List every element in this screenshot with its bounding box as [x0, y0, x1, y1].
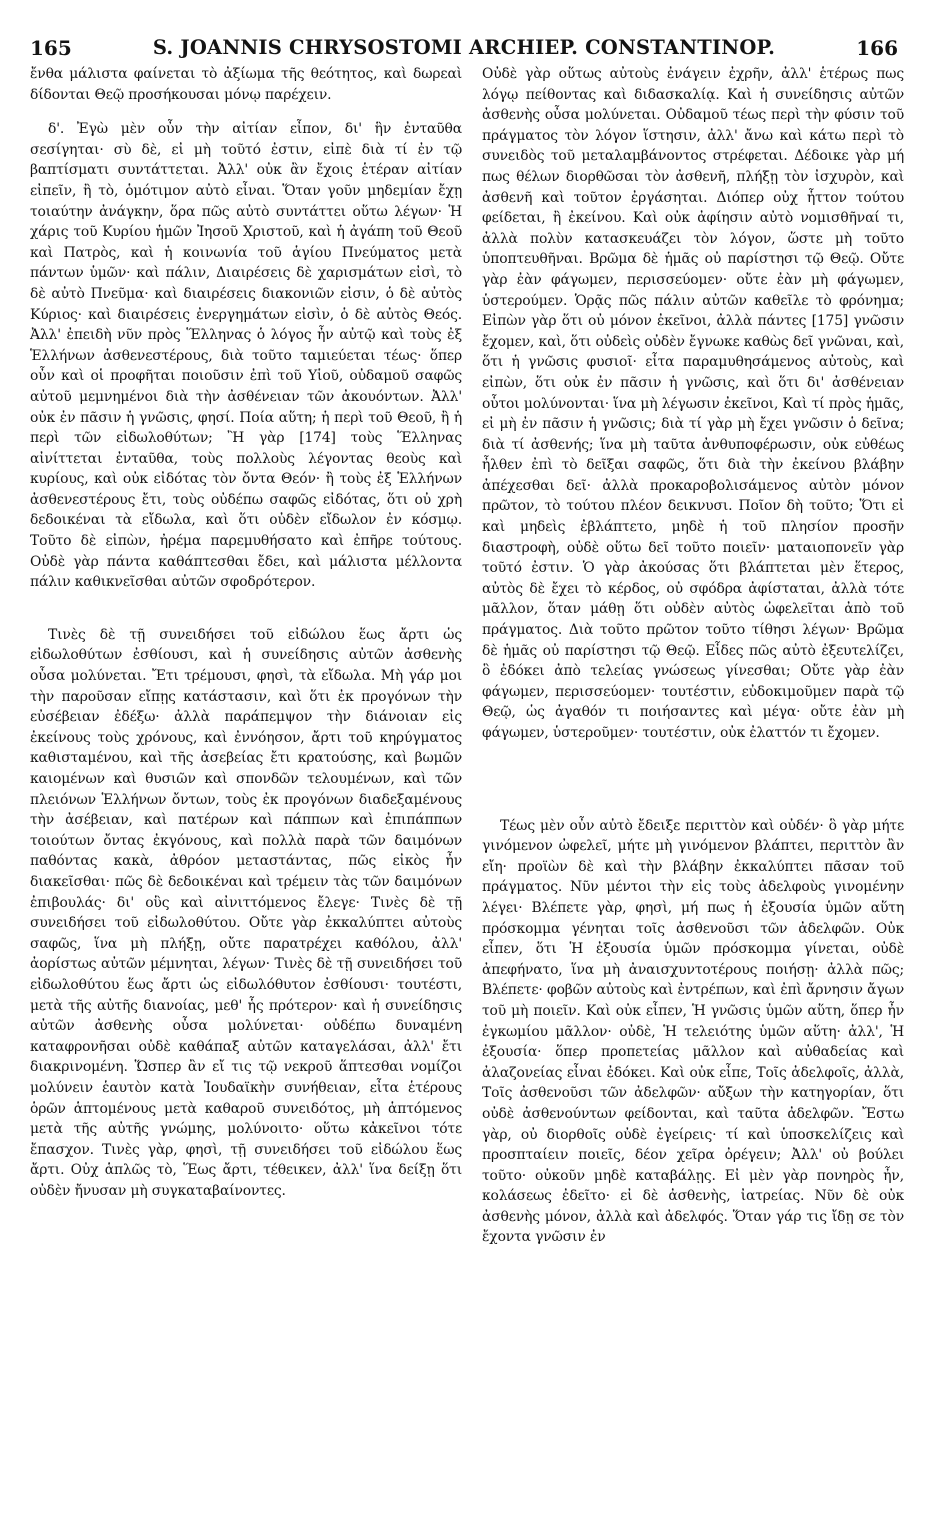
- paragraph: δ'. Ἐγὼ μὲν οὖν τὴν αἰτίαν εἶπον, δι' ἣν ἐνταῦθα σεσίγηται· σὺ δὲ, εἰ μὴ τοῦτό ἐστιν, εἰπὲ διὰ τί ἐν τῷ βαπτίσματι συντάττεται. Ἀλλ' οὐκ ἂν ἔχοις ἑτέραν αἰτίαν εἰπεῖν, ἢ τὸ, ὁμότιμον αὐτὸ εἶναι. Ὅταν γοῦν μηδεμίαν ἔχῃ τοιαύτην ἀνάγκην, ὅρα πῶς αὐτὸ συντάττει οὕτω λέγων· Ἡ χάρις τοῦ Κυρίου ἡμῶν Ἰησοῦ Χριστοῦ, καὶ ἡ ἀγάπη τοῦ Θεοῦ καὶ Πατρὸς, καὶ ἡ κοινωνία τοῦ ἁγίου Πνεύματος μετὰ πάντων ὑμῶν· καὶ πάλιν, Διαιρέσεις δὲ χαρισμάτων εἰσὶ, τὸ δὲ αὐτὸ Πνεῦμα· καὶ διαιρέσεις διακονιῶν εἰσιν, ὁ δὲ αὐτὸς Κύριος· καὶ διαιρέσεις ἐνεργημάτων εἰσὶν, ὁ δὲ αὐτὸς Θεός. Ἀλλ' ἐπειδὴ νῦν πρὸς Ἕλληνας ὁ λόγος ἦν αὐτῷ καὶ τοὺς ἐξ Ἑλλήνων ἀσθενεστέρους, διὰ τοῦτο ταμιεύεται τέως· ὅπερ οὖν καὶ οἱ προφῆται ποιοῦσιν ἐπὶ τοῦ Υἱοῦ, οὐδαμοῦ σαφῶς αὐτοῦ μεμνημένοι διὰ τὴν ἀσθένειαν τῶν ἀκουόντων. Ἀλλ' οὐκ ἐν πᾶσιν ἡ γνῶσις, φησί. Ποία αὕτη; ἡ περὶ τοῦ Θεοῦ, ἢ ἡ περὶ τῶν εἰδωλοθύτων; Ἢ γὰρ [174] τοὺς Ἕλληνας αἰνίττεται ἐνταῦθα, τοὺς πολλοὺς λέγοντας θεοὺς καὶ κυρίους, καὶ οὐκ εἰδότας τὸν ὄντα Θεόν· ἢ τοὺς ἐξ Ἑλλήνων ἀσθενεστέρους ἔτι, τοὺς οὐδέπω σαφῶς εἰδότας, ὅτι οὐ χρὴ δεδοικέναι τὰ εἴδωλα, καὶ ὅτι οὐδὲν εἴδωλον ἐν κόσμῳ. Τοῦτο δὲ εἰπὼν, ἠρέμα παρεμυθήσατο καὶ ἐπῆρε τούτους. Οὐδὲ γὰρ πάντα καθάπτεσθαι ἔδει, καὶ μάλιστα μέλλοντα πάλιν καθικνεῖσθαι αὐτῶν σφοδρότερον.: [30, 121, 462, 591]
- left-column: [30, 64, 462, 1201]
- paragraph: ἔνθα μάλιστα φαίνεται τὸ ἀξίωμα τῆς θεότητος, καὶ δωρεαὶ δίδονται Θεῷ προσήκουσαι μόνῳ παρέχειν.: [30, 66, 462, 103]
- paragraph: Τέως μὲν οὖν αὐτὸ ἔδειξε περιττὸν καὶ οὐδέν· ὃ γὰρ μήτε γινόμενον ὠφελεῖ, μήτε μὴ γινόμενον βλάπτει, περιττὸν ἂν εἴη· προϊὼν δὲ καὶ τὴν βλάβην ἐκκαλύπτει πᾶσαν τοῦ πράγματος. Νῦν μέντοι τὴν εἰς τοὺς ἀδελφοὺς γινομένην λέγει· Βλέπετε γὰρ, φησὶ, μή πως ἡ ἐξουσία ὑμῶν αὕτη πρόσκομμα γένηται τοῖς ἀσθενοῦσι τῶν ἀδελφῶν. Οὐκ εἶπεν, ὅτι Ἡ ἐξουσία ὑμῶν πρόσκομμα γίνεται, οὐδὲ ἀπεφήνατο, ἵνα μὴ ἀναισχυντοτέρους ποιήσῃ· ἀλλὰ πῶς; Βλέπετε· φοβῶν αὐτοὺς καὶ ἐντρέπων, καὶ ἐπὶ ἄρνησιν ἄγων τοῦ μὴ ποιεῖν. Καὶ οὐκ εἶπεν, Ἡ γνῶσις ὑμῶν αὕτη, ὅπερ ἦν ἐγκωμίου μᾶλλον· οὐδὲ, Ἡ τελειότης ὑμῶν αὕτη· ἀλλ', Ἡ ἐξουσία· ὅπερ προπετείας μᾶλλον καὶ αὐθαδείας καὶ ἀλαζονείας εἶναι ἐδόκει. Καὶ οὐκ εἶπε, Τοῖς ἀδελφοῖς, ἀλλὰ, Τοῖς ἀσθενοῦσι τῶν ἀδελφῶν· αὔξων τὴν κατηγορίαν, ὅτι οὐδὲ ἀσθενούντων φείδονται, καὶ ταῦτα ἀδελφῶν. Ἔστω γὰρ, οὐ διορθοῖς οὐδὲ ἐγείρεις· τί καὶ ὑποσκελίζεις καὶ προσπταίειν ποιεῖς, δέον χεῖρα ὀρέγειν; Ἀλλ' οὐ βούλει τοῦτο· οὐκοῦν μηδὲ καταβάλῃς. Εἰ μὲν γὰρ πονηρὸς ἦν, κολάσεως ἐδεῖτο· εἰ δὲ ἀσθενὴς, ἰατρείας. Νῦν δὲ οὐκ ἀσθενὴς μόνον, ἀλλὰ καὶ ἀδελφός. Ὅταν γάρ τις ἴδῃ σε τὸν ἔχοντα γνῶσιν ἐν: [482, 817, 904, 1246]
- running-header: [30, 36, 898, 64]
- page-number-left: 165: [30, 36, 72, 60]
- right-column: [482, 64, 904, 1248]
- paragraph: Τινὲς δὲ τῇ συνειδήσει τοῦ εἰδώλου ἕως ἄρτι ὡς εἰδωλοθύτων ἐσθίουσι, καὶ ἡ συνείδησις αὐτῶν ἀσθενὴς οὖσα μολύνεται. Ἔτι τρέμουσι, φησὶ, τὰ εἴδωλα. Μὴ γάρ μοι τὴν παροῦσαν εἴπῃς κατάστασιν, καὶ ὅτι ἐκ προγόνων τὴν εὐσέβειαν ἐδέξω· ἀλλὰ παράπεμψον τὴν διάνοιαν εἰς ἐκείνους τοὺς χρόνους, καὶ ἐννόησον, ἄρτι τοῦ κηρύγματος καθισταμένου, καὶ τῆς ἀσεβείας ἔτι κρατούσης, καὶ βωμῶν καιομένων καὶ θυσιῶν καὶ σπονδῶν τελουμένων, καὶ τῶν πλειόνων Ἑλλήνων ὄντων, τοὺς ἐκ προγόνων διαδεξαμένους τὴν ἀσέβειαν, καὶ πατέρων καὶ πάππων καὶ ἐπιπάππων τοιούτων ὄντας ἐκγόνους, καὶ πολλὰ παρὰ τῶν δαιμόνων παθόντας κακὰ, ἀθρόον μεταστάντας, πῶς εἰκὸς ἦν διακεῖσθαι· πῶς δὲ δεδοικέναι καὶ τρέμειν τὰς τῶν δαιμόνων ἐπιβουλάς· δι' οὓς καὶ αἰνιττόμενος ἔλεγε· Τινὲς δὲ τῇ συνειδήσει τοῦ εἰδωλοθύτου. Οὔτε γὰρ ἐκκαλύπτει αὐτοὺς σαφῶς, ἵνα μὴ πλήξῃ, οὔτε παρατρέχει καθόλου, ἀλλ' ἀορίστως αὐτῶν μέμνηται, λέγων· Τινὲς δὲ τῇ συνειδήσει τοῦ εἰδωλοθύτου ἕως ἄρτι ὡς εἰδωλόθυτον ἐσθίουσι· τουτέστι, μετὰ τῆς αὐτῆς διανοίας, μεθ' ἧς πρότερον· καὶ ἡ συνείδησις αὐτῶν ἀσθενὴς οὖσα μολύνεται· οὐδέπω δυναμένη καταφρονῆσαι οὐδὲ καθάπαξ αὐτῶν καταγελάσαι, ἀλλ' ἔτι διακρινομένη. Ὥσπερ ἂν εἴ τις τῷ νεκροῦ ἅπτεσθαι νομίζοι μολύνειν ἑαυτὸν κατὰ Ἰουδαϊκὴν συνήθειαν, εἶτα ἑτέρους ὁρῶν ἁπτομένους μετὰ καθαροῦ συνειδότος, μὴ ἁπτόμενος μετὰ τῆς αὐτῆς γνώμης, μολύνοιτο· οὕτω κἀκεῖνοι τότε ἔπασχον. Τινὲς γὰρ, φησὶ, τῇ συνειδήσει τοῦ εἰδώλου ἕως ἄρτι. Οὐχ ἁπλῶς τὸ, Ἕως ἄρτι, τέθεικεν, ἀλλ' ἵνα δείξῃ ὅτι οὐδὲν ἤνυσαν μὴ συγκαταβαίνοντες.: [30, 626, 462, 1199]
- paragraph: Οὐδὲ γὰρ οὕτως αὐτοὺς ἐνάγειν ἐχρῆν, ἀλλ' ἑτέρως πως λόγῳ πείθοντας καὶ διδασκαλίᾳ. Καὶ ἡ συνείδησις αὐτῶν ἀσθενὴς οὖσα μολύνεται. Οὐδαμοῦ τέως περὶ τὴν φύσιν τοῦ πράγματος τὸν λόγον ἵστησιν, ἀλλ' ἄνω καὶ κάτω περὶ τὸ συνειδὸς τοῦ μεταλαμβάνοντος στρέφεται. Δέδοικε γὰρ μή πως θέλων διορθῶσαι τὸν ἀσθενῆ, πλήξῃ τὸν ἰσχυρὸν, καὶ ἀσθενῆ καὶ τοῦτον ἐργάσηται. Διόπερ οὐχ ἧττον τούτου φείδεται, ἢ ἐκείνου. Καὶ οὐκ ἀφίησιν αὐτὸ νομισθῆναί τι, ἀλλὰ πολὺν κατασκευάζει τὸν λόγον, ὥστε μὴ τοῦτο ὑποπτευθῆναι. Βρῶμα δὲ ἡμᾶς οὐ παρίστησι τῷ Θεῷ. Οὔτε γὰρ ἐὰν φάγωμεν, περισσεύομεν· οὔτε ἐὰν μὴ φάγωμεν, ὑστερούμεν. Ὁρᾷς πῶς πάλιν αὐτῶν καθεῖλε τὸ φρόνημα; Εἰπὼν γὰρ ὅτι οὐ μόνον ἐκεῖνοι, ἀλλὰ πάντες [175] γνῶσιν ἔχομεν, καὶ, ὅτι οὐδεὶς οὐδὲν ἔγνωκε καθὼς δεῖ γνῶναι, καὶ, ὅτι ἡ γνῶσις φυσιοῖ· εἶτα παραμυθησάμενος αὐτοὺς, καὶ εἰπὼν, ὅτι οὐκ ἐν πᾶσιν ἡ γνῶσις, καὶ ὅτι δι' ἀσθένειαν οὗτοι μολύνονται· ἵνα μὴ λέγωσιν ἐκεῖνοι, Καὶ τί πρὸς ἡμᾶς, εἰ μὴ ἐν πᾶσιν ἡ γνῶσις; διὰ τί γὰρ μὴ ἔχει γνῶσιν ὁ δεῖνα; διὰ τί ἀσθενής; ἵνα μὴ ταῦτα ἀνθυποφέρωσιν, οὐκ εὐθέως ἦλθεν ἐπὶ τὸ δεῖξαι σαφῶς, ὅτι διὰ τὴν ἐκείνου βλάβην ἀπέχεσθαι δεῖ· ἀλλὰ προκαροβολισάμενος αὐτὸν μόνον πρῶτον, τὸ τούτου πλέον δεικνυσι. Ποῖον δὴ τοῦτο; Ὅτι εἰ καὶ μηδεὶς ἐβλάπτετο, μηδὲ ἡ τοῦ πλησίον προσῆν διαστροφὴ, οὐδὲ οὕτω δεῖ τοῦτο ποιεῖν· ματαιοπονεῖν γὰρ τοῦτό ἐστιν. Ὁ γὰρ ἀκούσας ὅτι βλάπτεται μὲν ἕτερος, αὐτὸς δὲ ἔχει τὸ κέρδος, οὐ σφόδρα ἀφίσταται, ἀλλὰ τότε μᾶλλον, ὅταν μάθῃ ὅτι οὐδὲν αὐτὸς ὠφελεῖται ἀπὸ τοῦ πράγματος. Διὰ τοῦτο πρῶτον τοῦτο τίθησι λέγων· Βρῶμα δὲ ἡμᾶς οὐ παρίστησι τῷ Θεῷ. Εἶδες πῶς αὐτὸ ἐξευτελίζει, ὃ ἐδόκει ἀπὸ τελείας γνώσεως γίνεσθαι; Οὔτε γὰρ ἐὰν φάγωμεν, περισσεύομεν· τουτέστιν, εὐδοκιμοῦμεν παρὰ τῷ Θεῷ, ὡς ἀγαθόν τι ποιήσαντες καὶ μέγα· οὔτε ἐὰν μὴ φάγωμεν, ὑστεροῦμεν· τουτέστιν, οὐκ ἐλαττόν τι ἔχομεν.: [482, 66, 904, 741]
- running-title: S. JOANNIS CHRYSOSTOMI ARCHIEP. CONSTANTINOP.: [152, 36, 776, 59]
- page-number-right: 166: [856, 36, 898, 60]
